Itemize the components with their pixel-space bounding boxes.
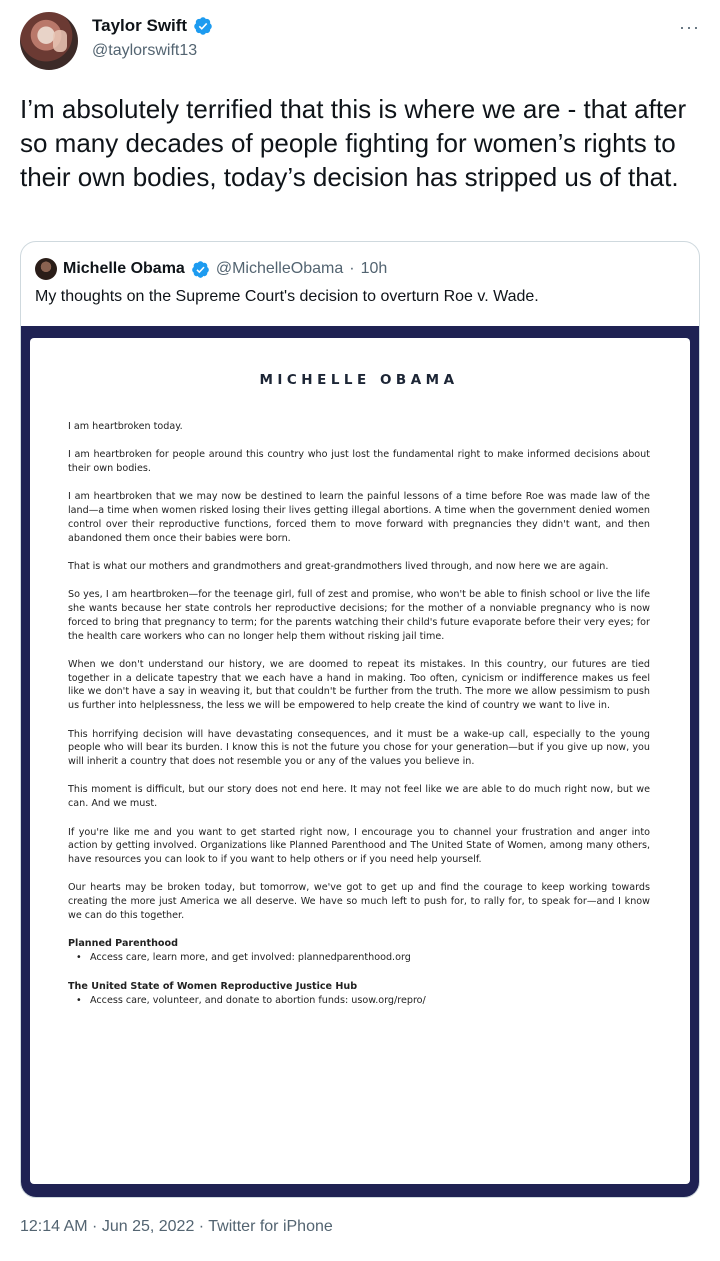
letter-paragraph: I am heartbroken that we may now be destined to learn the painful lessons of a time before Roe was made law of the land—a time when women risked losing their lives getting illegal abortions. A time when the government denied women control over their reproductive functions, forced them to move forward with pregnancies they didn't want, and then abandoned them once their babies were born. xyxy=(68,491,650,544)
letter-paragraph: When we don't understand our history, we are doomed to repeat its mistakes. In this country, our futures are tied together in a delicate tapestry that we each have a hand in making. Too often, cynicism or indifference makes us feel like we don't have a say in weaving it, but that couldn't be further from the truth. The more we allow pessimism to push us further into helplessness, the less we will be empowered to help create the kind of country we want to live in. xyxy=(68,658,650,712)
letter-page xyxy=(30,338,690,1184)
letter-title: MICHELLE OBAMA xyxy=(259,372,459,388)
resource-heading: Planned Parenthood xyxy=(68,938,178,950)
verified-badge-icon xyxy=(193,16,213,36)
letter-paragraph: This moment is difficult, but our story does not end here. It may not feel like we are able to do much right now, but we can. And we must. xyxy=(68,784,650,810)
more-options-icon[interactable]: ··· xyxy=(679,17,700,37)
quoted-timestamp: 10h xyxy=(360,260,388,277)
letter-paragraph: If you're like me and you want to get started right now, I encourage you to channel your frustration and anger into action by getting involved. Organizations like Planned Parenthood and The United State of Women, among many others, have resources you can look to if you want to help others or if you need help yourself. xyxy=(68,826,650,866)
resource-item xyxy=(68,951,650,965)
resource-item xyxy=(68,994,650,1008)
letter-paragraph: Our hearts may be broken today, but tomorrow, we've got to get up and find the courage to keep working towards creating the more just America we all deserve. We have so much left to push for, to rally for, to speak for—and I know we can do this together. xyxy=(68,882,650,922)
resource-item-text: Access care, learn more, and get involved: plannedparenthood.org xyxy=(90,952,411,964)
quoted-avatar xyxy=(35,258,57,280)
quoted-separator: · xyxy=(349,260,355,277)
name-row xyxy=(92,16,213,36)
tweet-header xyxy=(20,12,700,72)
verified-badge-icon xyxy=(191,260,210,279)
letter-paragraph: I am heartbroken today. xyxy=(68,420,183,432)
quoted-tweet[interactable] xyxy=(20,241,700,1198)
resource-item-text: Access care, volunteer, and donate to abortion funds: usow.org/repro/ xyxy=(90,994,426,1006)
letter-paragraph: I am heartbroken for people around this country who just lost the fundamental right to make informed decisions about their own bodies. xyxy=(68,449,650,474)
letter-image[interactable] xyxy=(21,326,699,1198)
letter-paragraph: So yes, I am heartbroken—for the teenage girl, full of zest and promise, who won't be able to finish school or live the life she wants because her state controls her reproductive decisions; for the mother of a nonviable pregnancy who is now forced to bring that pregnancy to term; for the parents watching their child's future evaporate before their very eyes; for the health care workers who can no longer help them without risking jail time. xyxy=(68,589,650,642)
bullet-icon: • xyxy=(76,994,82,1006)
quoted-tweet-text: My thoughts on the Supreme Court's decision to overturn Roe v. Wade. xyxy=(35,288,539,305)
resource-heading: The United State of Women Reproductive Justice Hub xyxy=(68,980,358,992)
display-name[interactable]: Taylor Swift xyxy=(92,16,188,35)
tweet-timestamp[interactable]: 12:14 AM · Jun 25, 2022 · Twitter for iPhone xyxy=(20,1218,333,1235)
letter-paragraph: That is what our mothers and grandmothers and great-grandmothers lived through, and now here we are again. xyxy=(68,560,609,572)
quoted-handle: @MichelleObama xyxy=(215,260,344,277)
bullet-icon: • xyxy=(76,952,82,964)
tweet-text: I’m absolutely terrified that this is where we are - that after so many decades of people fighting for women’s rights to their own bodies, today’s decision has stripped us of that. xyxy=(20,94,687,192)
user-handle[interactable]: @taylorswift13 xyxy=(92,42,198,59)
avatar[interactable] xyxy=(20,12,78,70)
letter-paragraph: This horrifying decision will have devastating consequences, and it must be a wake-up call, especially to the young people who will bear its burden. I know this is not the future you chose for your generation—but if you give up now, you will inherit a country that does not resemble you or any of the values you believe in. xyxy=(68,728,650,768)
avatar-detail xyxy=(53,30,67,52)
quoted-tweet-header xyxy=(35,258,387,280)
quoted-display-name: Michelle Obama xyxy=(63,260,185,277)
